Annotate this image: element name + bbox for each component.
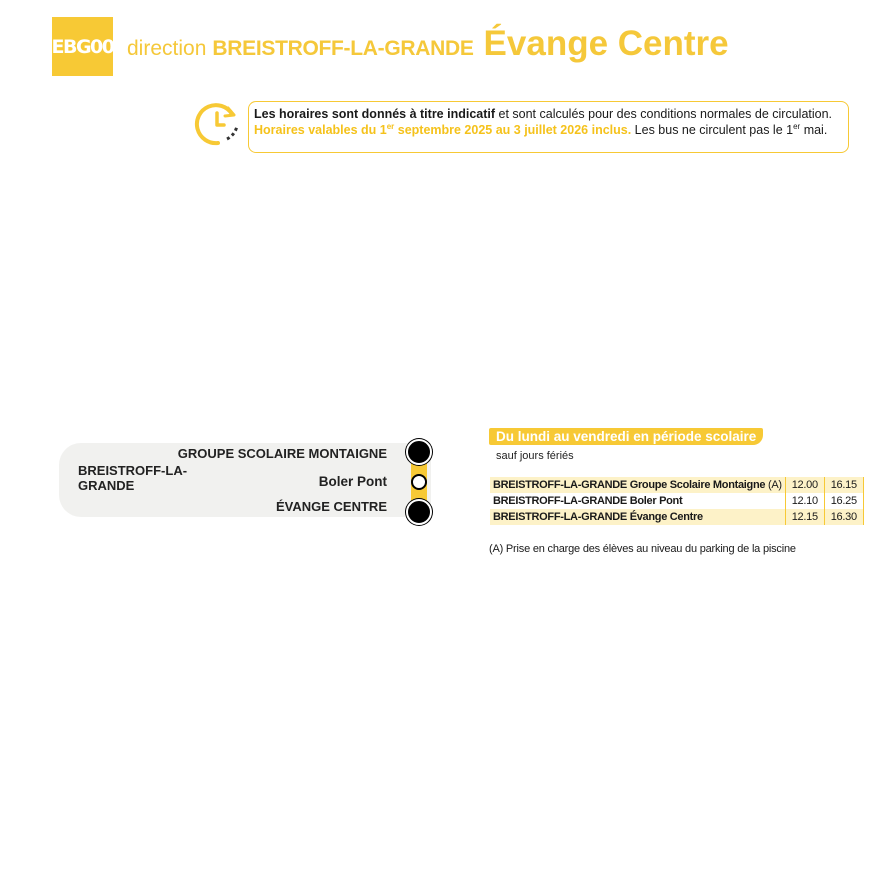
commune-label: BREISTROFF-LA-GRANDE: [78, 463, 188, 493]
stop-marker-major: [406, 499, 432, 525]
time-cell: 12.10: [785, 493, 824, 509]
direction-word: direction: [127, 37, 207, 60]
notice-text: et sont calculés pour des conditions normales de circulation.: [495, 107, 833, 121]
notice-bold: Les horaires sont donnés à titre indicatif: [254, 107, 496, 121]
time-cell: 12.00: [785, 477, 824, 493]
direction-from: BREISTROFF-LA-GRANDE: [212, 37, 474, 60]
validity-text: Horaires valables du 1: [254, 123, 387, 137]
time-cell: 12.15: [785, 509, 824, 525]
direction-to: Évange Centre: [483, 24, 729, 63]
validity-text-2: septembre 2025 au 3 juillet 2026 inclus.: [394, 123, 632, 137]
closure-text: Les bus ne circulent pas le 1: [631, 123, 794, 137]
stop-marker-minor: [411, 474, 427, 490]
stop-marker-major: [406, 439, 432, 465]
table-row: [490, 509, 863, 525]
period-exception: sauf jours fériés: [496, 450, 574, 462]
notice-line-1: [254, 106, 848, 122]
time-cell: 16.30: [824, 509, 863, 525]
stop-text: BREISTROFF-LA-GRANDE Évange Centre: [493, 511, 703, 523]
closure-sup: er: [793, 121, 801, 131]
period-header: Du lundi au vendredi en période scolaire: [489, 428, 763, 445]
stop-suffix: (A): [765, 479, 782, 491]
stop-text: BREISTROFF-LA-GRANDE Boler Pont: [493, 495, 683, 507]
stop-label-1: GROUPE SCOLAIRE MONTAIGNE: [177, 446, 387, 461]
page-title: [127, 24, 729, 64]
time-cell: 16.15: [824, 477, 863, 493]
validity-sup: er: [386, 121, 395, 131]
clock-icon: [194, 100, 242, 148]
time-cell: 16.25: [824, 493, 863, 509]
stop-text: BREISTROFF-LA-GRANDE Groupe Scolaire Montaigne: [493, 479, 766, 491]
table-stop-cell: [490, 477, 785, 493]
table-stop-cell: [490, 509, 785, 525]
timetable: [490, 477, 864, 525]
notice-line-2: [254, 122, 848, 138]
table-row: [490, 493, 863, 509]
table-stop-cell: [490, 493, 785, 509]
stop-label-3: ÉVANGE CENTRE: [276, 499, 387, 514]
stop-label-2: Boler Pont: [318, 474, 387, 489]
line-badge: EBG00: [52, 17, 113, 76]
footnote: (A) Prise en charge des élèves au niveau du parking de la piscine: [489, 543, 796, 555]
schedule-notice: [248, 101, 849, 153]
closure-end: mai.: [800, 123, 828, 137]
table-row: [490, 477, 863, 493]
